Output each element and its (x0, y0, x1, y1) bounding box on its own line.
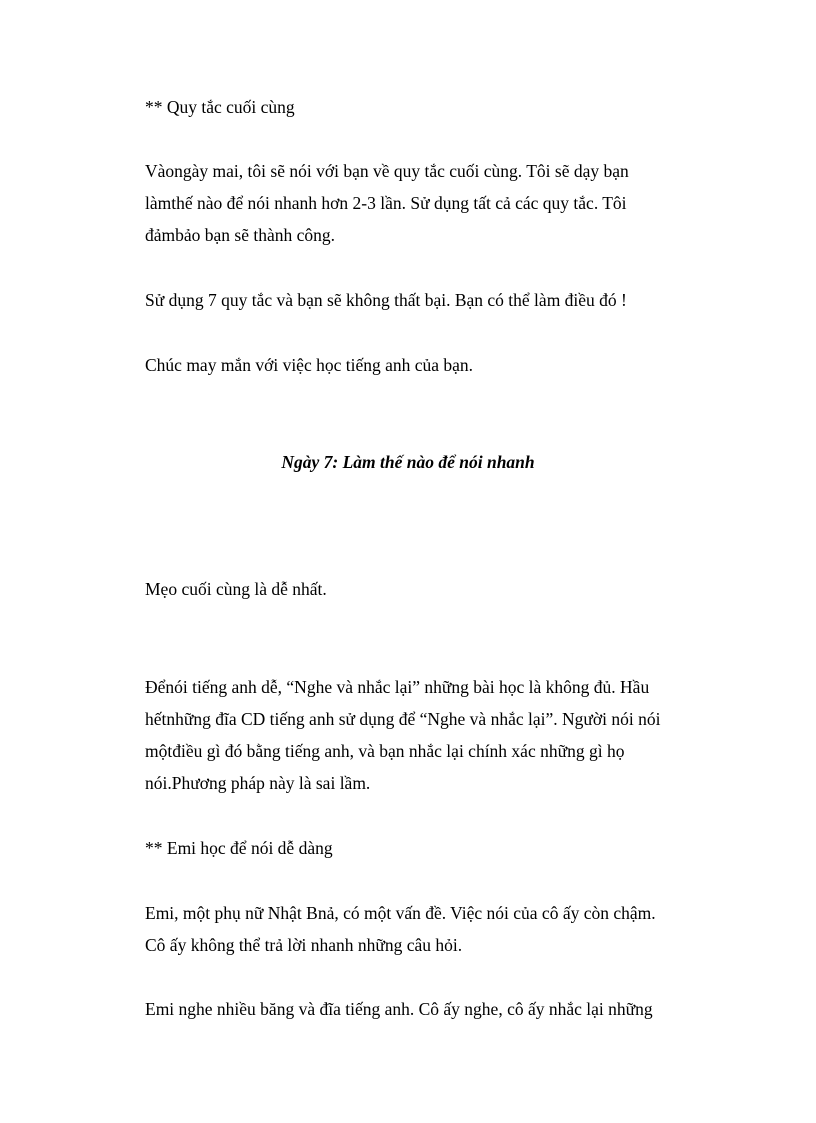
paragraph-line: Emi, một phụ nữ Nhật Bnả, có một vấn đề. Việc nói của cô ấy còn chậm. (145, 903, 656, 923)
day-7-heading: Ngày 7: Làm thế nào để nói nhanh (281, 452, 535, 472)
section-title-emi: ** Emi học để nói dễ dàng (145, 838, 333, 858)
paragraph-line: Emi nghe nhiều băng và đĩa tiếng anh. Cô ấy nghe, cô ấy nhắc lại những (145, 999, 653, 1019)
paragraph-line: Cô ấy không thể trả lời nhanh những câu hỏi. (145, 935, 463, 955)
paragraph-line: làmthế nào để nói nhanh hơn 2-3 lần. Sử dụng tất cả các quy tắc. Tôi (145, 193, 627, 213)
paragraph-line: đảmbảo bạn sẽ thành công. (145, 225, 336, 245)
paragraph-line: nói.Phương pháp này là sai lầm. (145, 773, 371, 793)
paragraph-line: mộtđiều gì đó bằng tiếng anh, và bạn nhắc lại chính xác những gì họ (145, 741, 625, 761)
paragraph-line: hếtnhững đĩa CD tiếng anh sử dụng để “Nghe và nhắc lại”. Người nói nói (145, 709, 661, 729)
paragraph-line: Mẹo cuối cùng là dễ nhất. (145, 579, 327, 599)
paragraph-line: Vàongày mai, tôi sẽ nói với bạn về quy tắc cuối cùng. Tôi sẽ dạy bạn (145, 161, 629, 181)
paragraph-line: Sử dụng 7 quy tắc và bạn sẽ không thất bại. Bạn có thể làm điều đó ! (145, 290, 627, 310)
paragraph-line: Đểnói tiếng anh dễ, “Nghe và nhắc lại” những bài học là không đủ. Hầu (145, 677, 650, 697)
section-title-quy-tac-cuoi-cung: ** Quy tắc cuối cùng (145, 97, 295, 117)
paragraph-line: Chúc may mắn với việc học tiếng anh của bạn. (145, 355, 474, 375)
